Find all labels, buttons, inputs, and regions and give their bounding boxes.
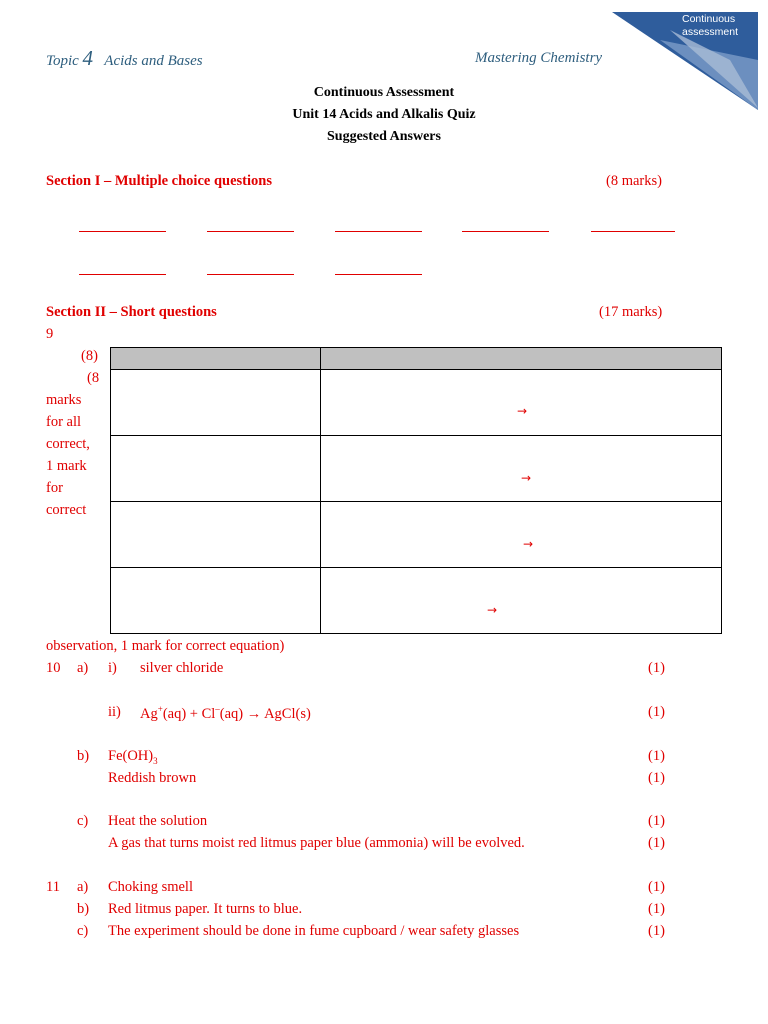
q11b-label: b) — [77, 901, 90, 917]
book-title: Mastering Chemistry — [475, 50, 603, 66]
mc-blank-2 — [207, 231, 294, 232]
arrow-icon: → — [523, 537, 534, 551]
q9-mark-3: marks — [46, 392, 82, 408]
mc-blank-7 — [207, 274, 294, 275]
q11a-mark: (1) — [648, 879, 665, 895]
q10-number: 10 — [46, 660, 61, 676]
q9-mark-1: (8) — [81, 348, 98, 364]
table-row — [111, 370, 722, 436]
q10ai-label: i) — [108, 660, 117, 676]
mc-blank-6 — [79, 274, 166, 275]
q10a-label: a) — [77, 660, 89, 676]
table-row — [111, 568, 722, 634]
q11c-label: c) — [77, 923, 89, 939]
table-header-row — [111, 348, 722, 370]
q10ai-mark: (1) — [648, 660, 665, 676]
arrow-icon: → — [521, 471, 532, 485]
q10c-label: c) — [77, 813, 89, 829]
q10b-label: b) — [77, 748, 90, 764]
q11b-mark: (1) — [648, 901, 665, 917]
q10aii-label: ii) — [108, 704, 121, 720]
q9-mark-7: for — [46, 480, 63, 496]
section-2-marks: (17 marks) — [599, 304, 663, 320]
q9-mark-6: 1 mark — [46, 458, 87, 474]
q9-table — [110, 347, 722, 634]
table-row — [111, 436, 722, 502]
q9-mark-5: correct, — [46, 436, 90, 452]
q10ai-answer: silver chloride — [140, 660, 224, 676]
q11b-answer: Red litmus paper. It turns to blue. — [108, 901, 303, 917]
q9-number: 9 — [46, 326, 54, 342]
q11a-label: a) — [77, 879, 89, 895]
q9-mark-2: (8 — [87, 370, 100, 386]
q11-number: 11 — [46, 879, 60, 895]
q11c-answer: The experiment should be done in fume cupboard / wear safety glasses — [108, 923, 520, 939]
q10c-mark-1: (1) — [648, 813, 665, 829]
section-2-heading: Section II – Short questions — [46, 304, 217, 320]
doc-title-2: Unit 14 Acids and Alkalis Quiz — [292, 107, 476, 122]
topic-header: Topic 4 Acids and Bases — [46, 46, 203, 70]
q10b-mark-2: (1) — [648, 770, 665, 786]
q10c-answer-2: A gas that turns moist red litmus paper blue (ammonia) will be evolved. — [108, 835, 525, 851]
doc-title-3: Suggested Answers — [327, 129, 441, 144]
mc-blank-1 — [79, 231, 166, 232]
doc-title-1: Continuous Assessment — [313, 85, 455, 100]
q11a-answer: Choking smell — [108, 879, 193, 895]
arrow-icon: → — [517, 404, 528, 418]
arrow-icon: → — [487, 603, 498, 617]
mc-blank-8 — [335, 274, 422, 275]
q10b-answer-2: Reddish brown — [108, 770, 197, 786]
q10b-mark-1: (1) — [648, 748, 665, 764]
q9-continuation: observation, 1 mark for correct equation) — [46, 638, 285, 654]
q11c-mark: (1) — [648, 923, 665, 939]
corner-label: Continuous assessment — [682, 13, 739, 38]
q10aii-equation: Ag+(aq) + Cl–(aq) → AgCl(s) — [140, 704, 311, 722]
q10b-answer-1: $Fe(OH)_3$ — [108, 748, 158, 766]
q10aii-mark: (1) — [648, 704, 665, 720]
section-1-marks: (8 marks) — [606, 173, 662, 189]
section-1-heading: Section I – Multiple choice questions — [46, 173, 272, 189]
q9-mark-8: correct — [46, 502, 87, 518]
mc-blank-3 — [335, 231, 422, 232]
q10c-answer-1: Heat the solution — [108, 813, 208, 829]
table-row — [111, 502, 722, 568]
q10c-mark-2: (1) — [648, 835, 665, 851]
q9-mark-4: for all — [46, 414, 82, 430]
mc-blank-4 — [462, 231, 549, 232]
mc-blank-5 — [591, 231, 675, 232]
